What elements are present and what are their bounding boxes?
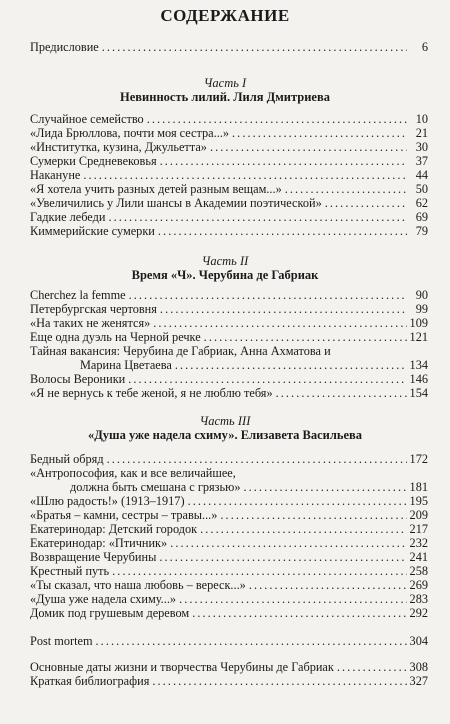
toc-entry[interactable] xyxy=(30,564,428,579)
leader-dots xyxy=(285,182,407,197)
entry-title: «Шлю радость!» (1913–1917) xyxy=(30,494,185,508)
entry-title: Случайное семейство xyxy=(30,112,144,126)
leader-dots xyxy=(210,140,407,155)
entry-page: 62 xyxy=(415,196,428,210)
entry-title: Киммерийские сумерки xyxy=(30,224,155,238)
toc-entry-continuation[interactable] xyxy=(80,358,428,373)
entry-title: Еще одна дуэль на Черной речке xyxy=(30,330,201,344)
entry-title: Екатеринодар: Детский городок xyxy=(30,522,198,536)
leader-dots xyxy=(160,154,407,169)
entry-title: Сумерки Средневековья xyxy=(30,154,157,168)
toc-entry[interactable] xyxy=(30,224,428,239)
part-1-title: Невинность лилий. Лиля Дмитриева xyxy=(120,90,330,104)
entry-page: 10 xyxy=(415,112,428,126)
entry-title-continuation: должна быть смешана с грязью» xyxy=(70,480,241,494)
leader-dots xyxy=(108,210,407,225)
part-3-title: «Душа уже надела схиму». Елизавета Васильева xyxy=(87,428,363,442)
entry-page: 258 xyxy=(409,564,428,578)
toc-entry[interactable] xyxy=(30,494,428,509)
leader-dots xyxy=(175,358,407,373)
leader-dots xyxy=(337,660,407,675)
entry-page: 21 xyxy=(415,126,428,140)
entry-page: 327 xyxy=(409,674,428,688)
entry-title: «Лида Брюллова, почти моя сестра...» xyxy=(30,126,230,140)
entry-title: Бедный обряд xyxy=(30,452,104,466)
entry-title: «Братья – камни, сестры – травы...» xyxy=(30,508,218,522)
entry-page: 232 xyxy=(409,536,428,550)
entry-page: 44 xyxy=(415,168,428,182)
toc-entry[interactable] xyxy=(30,112,428,127)
part-1-label: Часть I xyxy=(203,76,247,90)
entry-title: Петербургская чертовня xyxy=(30,302,157,316)
leader-dots xyxy=(112,564,406,579)
toc-entry[interactable] xyxy=(30,536,428,551)
toc-entry[interactable] xyxy=(30,386,428,401)
leader-dots xyxy=(158,224,407,239)
leader-dots xyxy=(129,288,407,303)
leader-dots xyxy=(249,578,407,593)
leader-dots xyxy=(128,372,406,387)
part-2-label: Часть II xyxy=(201,254,249,268)
leader-dots xyxy=(160,302,407,317)
entry-page: 134 xyxy=(409,358,428,372)
entry-title: «Душа уже надела схиму...» xyxy=(30,592,177,606)
entry-title: Крестный путь xyxy=(30,564,110,578)
entry-page: 121 xyxy=(409,330,428,344)
entry-page: 154 xyxy=(409,386,428,400)
toc-entry-continuation[interactable] xyxy=(70,480,428,495)
entry-title: «Увеличились у Лили шансы в Академии поэтической» xyxy=(30,196,322,210)
entry-page: 109 xyxy=(409,316,428,330)
toc-entry[interactable] xyxy=(30,466,428,481)
entry-title: Возвращение Черубины xyxy=(30,550,157,564)
part-3-label: Часть III xyxy=(199,414,251,428)
toc-entry[interactable] xyxy=(30,578,428,593)
toc-entry[interactable] xyxy=(30,660,428,675)
toc-entry[interactable] xyxy=(30,288,428,303)
toc-entry[interactable] xyxy=(30,550,428,565)
entry-page: 37 xyxy=(415,154,428,168)
entry-page: 308 xyxy=(409,660,428,674)
toc-entry[interactable] xyxy=(30,302,428,317)
entry-page: 172 xyxy=(409,452,428,466)
leader-dots xyxy=(325,196,407,211)
leader-dots xyxy=(147,112,407,127)
entry-title: «Я хотела учить разных детей разным вещам...» xyxy=(30,182,282,196)
toc-entry[interactable] xyxy=(30,196,428,211)
entry-page: 50 xyxy=(415,182,428,196)
toc-entry[interactable] xyxy=(30,606,428,621)
leader-dots xyxy=(220,508,406,523)
entry-title: «Я не вернусь к тебе женой, я не люблю тебя» xyxy=(30,386,273,400)
toc-entry[interactable] xyxy=(30,592,428,607)
leader-dots xyxy=(83,168,407,183)
entry-title: Гадкие лебеди xyxy=(30,210,106,224)
entry-title: Краткая библиография xyxy=(30,674,150,688)
leader-dots xyxy=(96,634,407,649)
entry-title: Накануне xyxy=(30,168,81,182)
entry-page: 6 xyxy=(421,40,428,54)
entry-title: Основные даты жизни и творчества Черубины де Габриак xyxy=(30,660,334,674)
toc-entry-preface[interactable] xyxy=(30,40,428,55)
leader-dots xyxy=(192,606,406,621)
leader-dots xyxy=(188,494,407,509)
entry-page: 30 xyxy=(415,140,428,154)
leader-dots xyxy=(107,452,407,467)
toc-entry[interactable] xyxy=(30,182,428,197)
leader-dots xyxy=(170,536,406,551)
entry-title: Волосы Вероники xyxy=(30,372,126,386)
entry-page: 217 xyxy=(409,522,428,536)
toc-entry[interactable] xyxy=(30,508,428,523)
toc-entry-post-mortem[interactable] xyxy=(30,634,428,649)
entry-title-continuation: Марина Цветаева xyxy=(80,358,172,372)
leader-dots xyxy=(204,330,407,345)
entry-page: 69 xyxy=(415,210,428,224)
entry-title: «Антропософия, как и все величайшее, xyxy=(30,466,236,480)
entry-page: 146 xyxy=(409,372,428,386)
entry-title: Post mortem xyxy=(30,634,93,648)
entry-page: 241 xyxy=(409,550,428,564)
leader-dots xyxy=(102,40,407,55)
leader-dots xyxy=(200,522,406,537)
toc-entry[interactable] xyxy=(30,126,428,141)
toc-entry[interactable] xyxy=(30,344,428,359)
toc-entry[interactable] xyxy=(30,372,428,387)
entry-page: 99 xyxy=(415,302,428,316)
leader-dots xyxy=(243,480,406,495)
part-2-title: Время «Ч». Черубина де Габриак xyxy=(131,268,319,282)
toc-entry[interactable] xyxy=(30,210,428,225)
entry-page: 209 xyxy=(409,508,428,522)
leader-dots xyxy=(159,550,406,565)
entry-title: Домик под грушевым деревом xyxy=(30,606,190,620)
toc-entry[interactable] xyxy=(30,522,428,537)
toc-entry[interactable] xyxy=(30,674,428,689)
toc-entry[interactable] xyxy=(30,168,428,183)
entry-page: 90 xyxy=(415,288,428,302)
entry-page: 283 xyxy=(409,592,428,606)
page-title: СОДЕРЖАНИЕ xyxy=(160,6,290,25)
toc-entry[interactable] xyxy=(30,154,428,169)
entry-title: «Ты сказал, что наша любовь – вереск...» xyxy=(30,578,246,592)
entry-page: 181 xyxy=(409,480,428,494)
leader-dots xyxy=(152,674,406,689)
toc-entry[interactable] xyxy=(30,330,428,345)
entry-title: Cherchez la femme xyxy=(30,288,126,302)
entry-title: «Институтка, кузина, Джульетта» xyxy=(30,140,207,154)
toc-entry[interactable] xyxy=(30,452,428,467)
entry-title: «На таких не женятся» xyxy=(30,316,151,330)
entry-title: Тайная вакансия: Черубина де Габриак, Анна Ахматова и xyxy=(30,344,331,358)
leader-dots xyxy=(232,126,407,141)
entry-page: 292 xyxy=(409,606,428,620)
leader-dots xyxy=(153,316,406,331)
leader-dots xyxy=(179,592,406,607)
entry-page: 79 xyxy=(415,224,428,238)
entry-page: 304 xyxy=(409,634,428,648)
toc-entry[interactable] xyxy=(30,316,428,331)
toc-entry[interactable] xyxy=(30,140,428,155)
entry-title: Предисловие xyxy=(30,40,99,54)
entry-page: 195 xyxy=(409,494,428,508)
entry-page: 269 xyxy=(409,578,428,592)
leader-dots xyxy=(276,386,407,401)
entry-title: Екатеринодар: «Птичник» xyxy=(30,536,168,550)
